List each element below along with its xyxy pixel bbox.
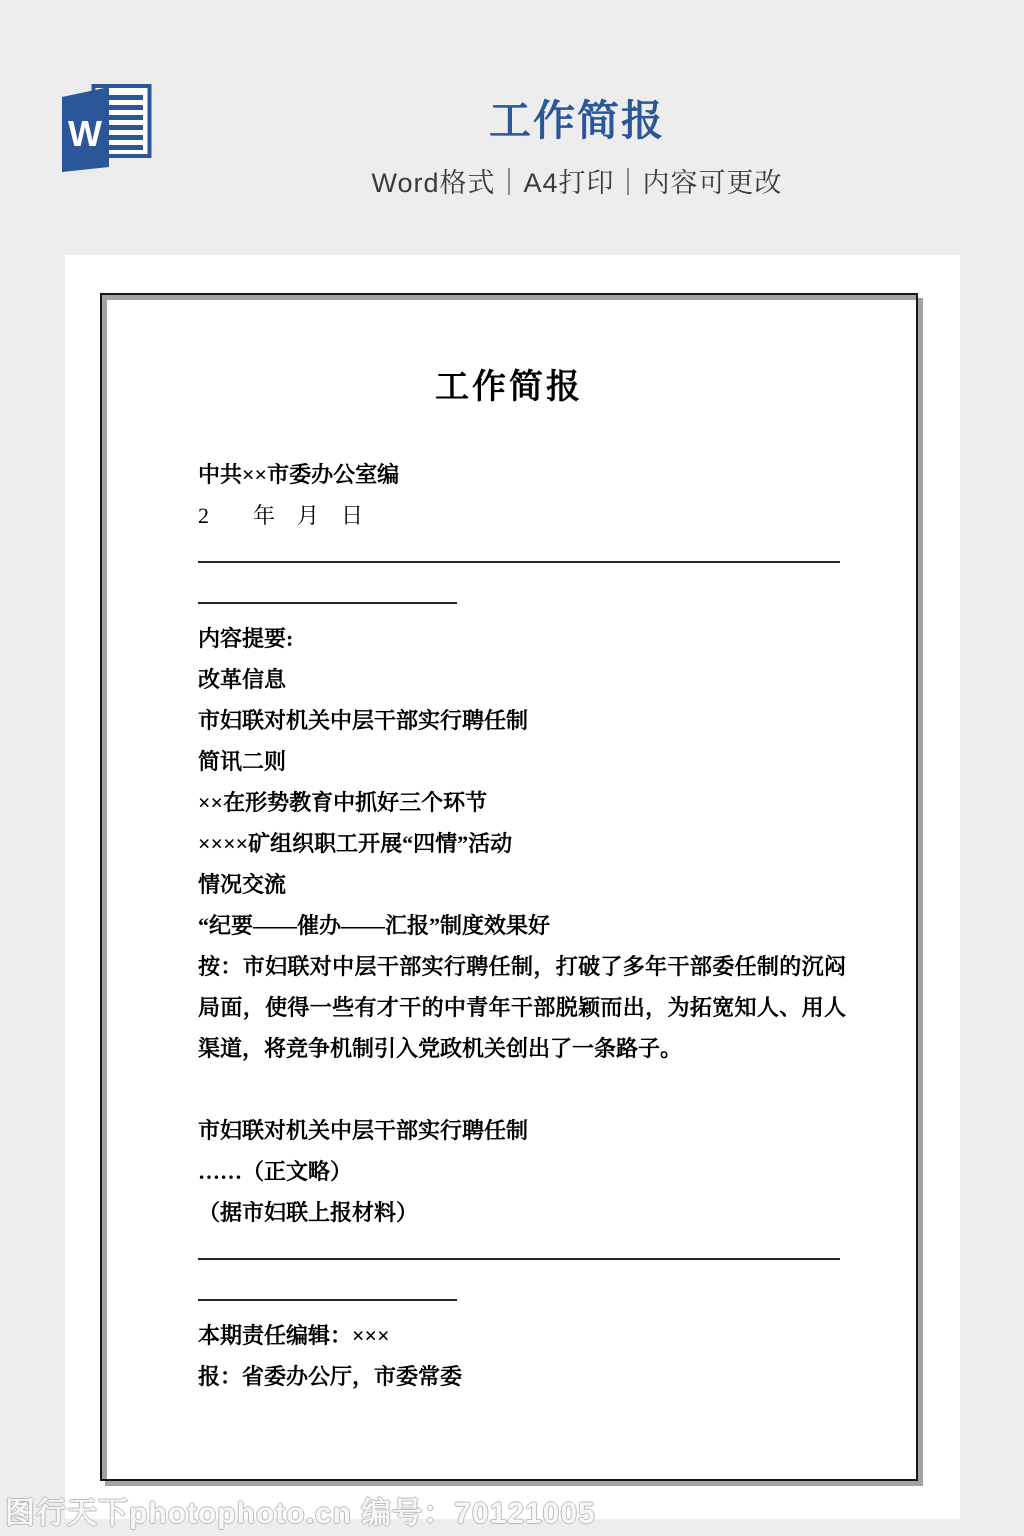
- doc-line: ……（正文略）: [198, 1159, 353, 1184]
- document-frame: [100, 293, 918, 1481]
- doc-line: 2 年 月 日: [198, 503, 364, 528]
- document-body: [102, 454, 916, 1397]
- doc-line: 改革信息: [198, 667, 287, 692]
- doc-line: （据市妇联上报材料）: [198, 1200, 419, 1225]
- template-header: [0, 0, 1024, 255]
- template-title: 工作简报: [488, 97, 665, 144]
- doc-line: 情况交流: [198, 872, 287, 897]
- doc-line: 报：省委办公厅，市委常委: [198, 1364, 463, 1389]
- doc-line: “纪要——催办——汇报”制度效果好: [198, 913, 551, 938]
- doc-line: 按：市妇联对中层干部实行聘任制，打破了多年干部委任制的沉闷局面，使得一些有才干的中青年干部脱颖而出，为拓宽知人、用人渠道，将竞争机制引入党政机关创出了一条路子。: [198, 954, 846, 1061]
- horizontal-rule-long: [198, 536, 846, 577]
- doc-line: ××在形势教育中抓好三个环节: [198, 790, 488, 815]
- doc-line: 市妇联对机关中层干部实行聘任制: [198, 708, 529, 733]
- doc-line: 中共××市委办公室编: [198, 462, 400, 487]
- doc-line: 内容提要:: [198, 626, 294, 651]
- horizontal-rule-short: [198, 1274, 846, 1315]
- doc-line: 本期责任编辑：×××: [198, 1323, 390, 1348]
- horizontal-rule-long: [198, 1233, 846, 1274]
- document-preview-card: [65, 255, 960, 1519]
- document-title: 工作简报: [435, 369, 583, 406]
- word-icon-letter: W: [68, 113, 102, 154]
- template-subtitle: Word格式｜A4打印｜内容可更改: [371, 168, 783, 198]
- watermark-text: 图行天下photophoto.cn 编号：70121005: [5, 1497, 596, 1530]
- doc-line: 市妇联对机关中层干部实行聘任制: [198, 1118, 529, 1143]
- horizontal-rule-short: [198, 577, 846, 618]
- doc-line: ××××矿组织职工开展“四情”活动: [198, 831, 513, 856]
- blank-line: [198, 1069, 846, 1110]
- doc-line: 简讯二则: [198, 749, 287, 774]
- header-text-block: [130, 88, 1024, 200]
